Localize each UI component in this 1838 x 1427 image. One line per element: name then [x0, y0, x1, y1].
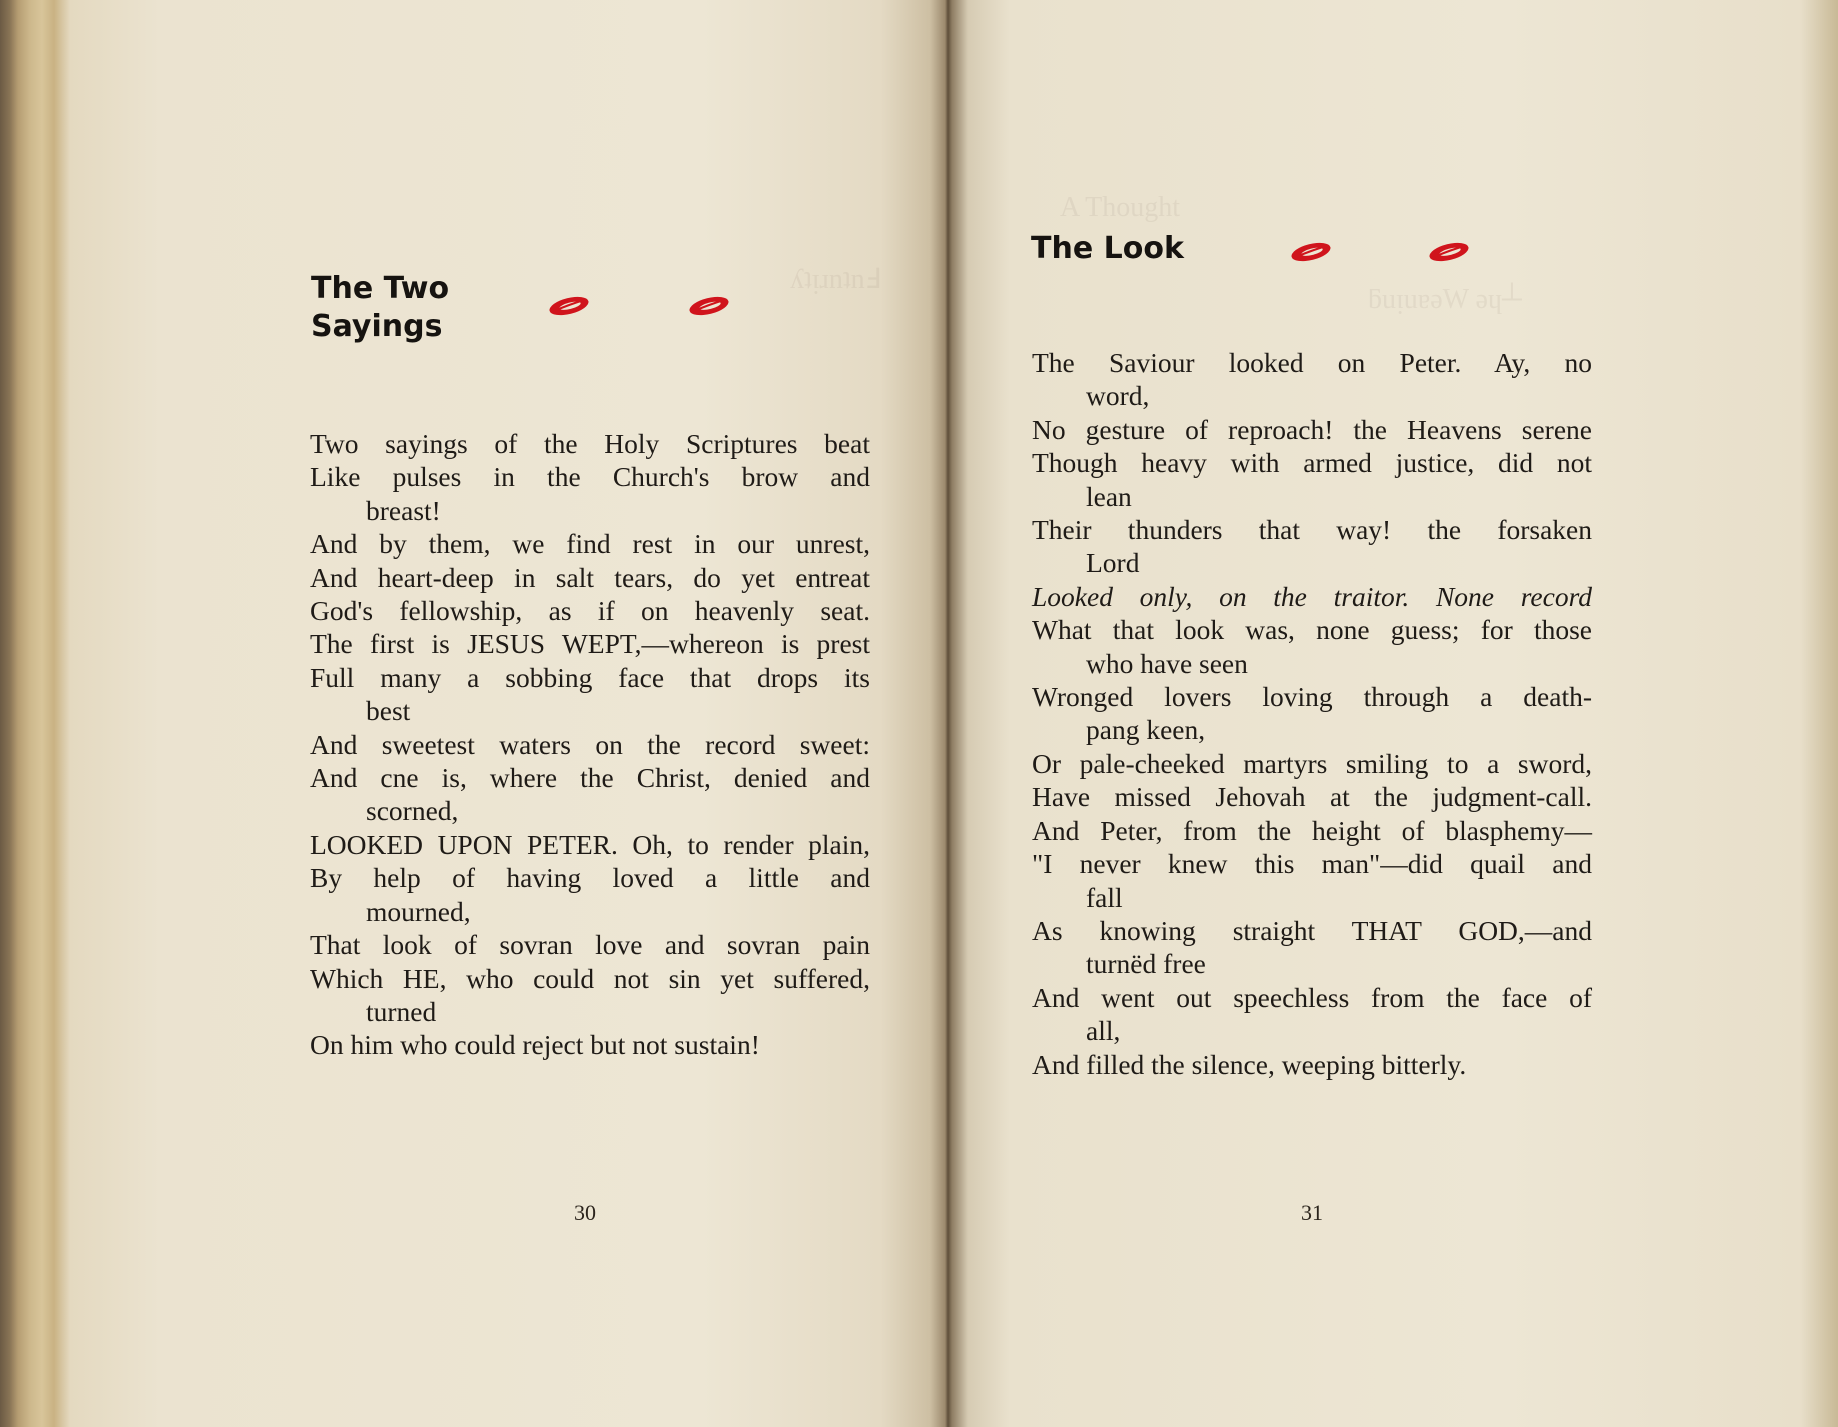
poem-line: And by them, we find rest in our unrest, — [310, 528, 870, 560]
poem-line: And sweetest waters on the record sweet: — [310, 728, 870, 760]
page-number-right: 31 — [1301, 1200, 1323, 1225]
poem-line: And filled the silence, weeping bitterly. — [1032, 1048, 1467, 1080]
show-through-text: ʎʇᴉɹnʇnℲ — [790, 264, 881, 295]
poem-line: By help of having loved a little and — [310, 862, 870, 894]
red-leaf-ornament-icon — [686, 294, 732, 318]
page-number-left: 30 — [574, 1200, 596, 1225]
poem-right — [1032, 346, 1592, 1081]
poem-line: No gesture of reproach! the Heavens serene — [1032, 413, 1592, 445]
poem-line: And Peter, from the height of blasphemy— — [1032, 814, 1592, 846]
show-through-text: A Thought — [1060, 192, 1181, 223]
poem-line: fall — [1086, 881, 1123, 913]
poem-line: As knowing straight THAT GOD,—and — [1032, 914, 1592, 946]
title-line: The Look — [1031, 231, 1184, 266]
poem-line: LOOKED UPON PETER. Oh, to render plain, — [310, 828, 870, 860]
poem-line: And cne is, where the Christ, denied and — [310, 762, 870, 794]
page-title-right — [1031, 230, 1184, 268]
poem-line: That look of sovran love and sovran pain — [310, 929, 870, 961]
poem-line: Or pale-cheeked martyrs smiling to a sword, — [1032, 747, 1592, 779]
poem-line: Lord — [1086, 547, 1140, 579]
page-title-left — [311, 270, 449, 346]
show-through-text: ƃuᴉuɐǝW ǝɥ┴ — [1368, 284, 1522, 315]
poem-line: The Saviour looked on Peter. Ay, no — [1032, 347, 1592, 378]
title-line: Sayings — [311, 309, 443, 344]
poem-line: God's fellowship, as if on heavenly seat. — [310, 595, 870, 627]
poem-left — [310, 427, 870, 1062]
poem-line: Like pulses in the Church's brow and — [310, 461, 870, 493]
poem-line: Have missed Jehovah at the judgment-call. — [1032, 781, 1592, 813]
poem-line: Which HE, who could not sin yet suffered, — [310, 962, 870, 994]
poem-line: And went out speechless from the face of — [1032, 981, 1592, 1013]
poem-line: turnëd free — [1086, 948, 1206, 980]
poem-line: turned — [366, 995, 437, 1027]
red-leaf-ornament-icon — [1426, 240, 1472, 264]
poem-line: pang keen, — [1086, 714, 1206, 746]
poem-line: On him who could reject but not sustain! — [310, 1029, 760, 1061]
red-leaf-ornament-icon — [1288, 240, 1334, 264]
poem-line: Wronged lovers loving through a death- — [1032, 681, 1592, 713]
red-leaf-ornament-icon — [546, 294, 592, 318]
poem-line: What that look was, none guess; for those — [1032, 614, 1592, 646]
poem-line: Two sayings of the Holy Scriptures beat — [310, 428, 870, 459]
poem-line: The first is JESUS WEPT,—whereon is prest — [310, 628, 870, 660]
poem-line: Looked only, on the traitor. None record — [1032, 580, 1592, 612]
poem-line: And heart-deep in salt tears, do yet entreat — [310, 561, 870, 593]
poem-line: who have seen — [1086, 647, 1248, 679]
right-page — [948, 0, 1838, 1427]
poem-line: Full many a sobbing face that drops its — [310, 661, 870, 693]
poem-line: Their thunders that way! the forsaken — [1032, 514, 1592, 546]
poem-line: "I never knew this man"—did quail and — [1032, 848, 1592, 880]
poem-line: mourned, — [366, 895, 471, 927]
poem-line: lean — [1086, 480, 1132, 512]
poem-line: Though heavy with armed justice, did not — [1032, 447, 1592, 479]
poem-line: best — [366, 695, 411, 727]
poem-line: breast! — [366, 494, 441, 526]
poem-line: scorned, — [366, 795, 459, 827]
poem-line: all, — [1086, 1015, 1121, 1047]
title-line: The Two — [311, 271, 450, 306]
poem-line: word, — [1086, 380, 1150, 412]
